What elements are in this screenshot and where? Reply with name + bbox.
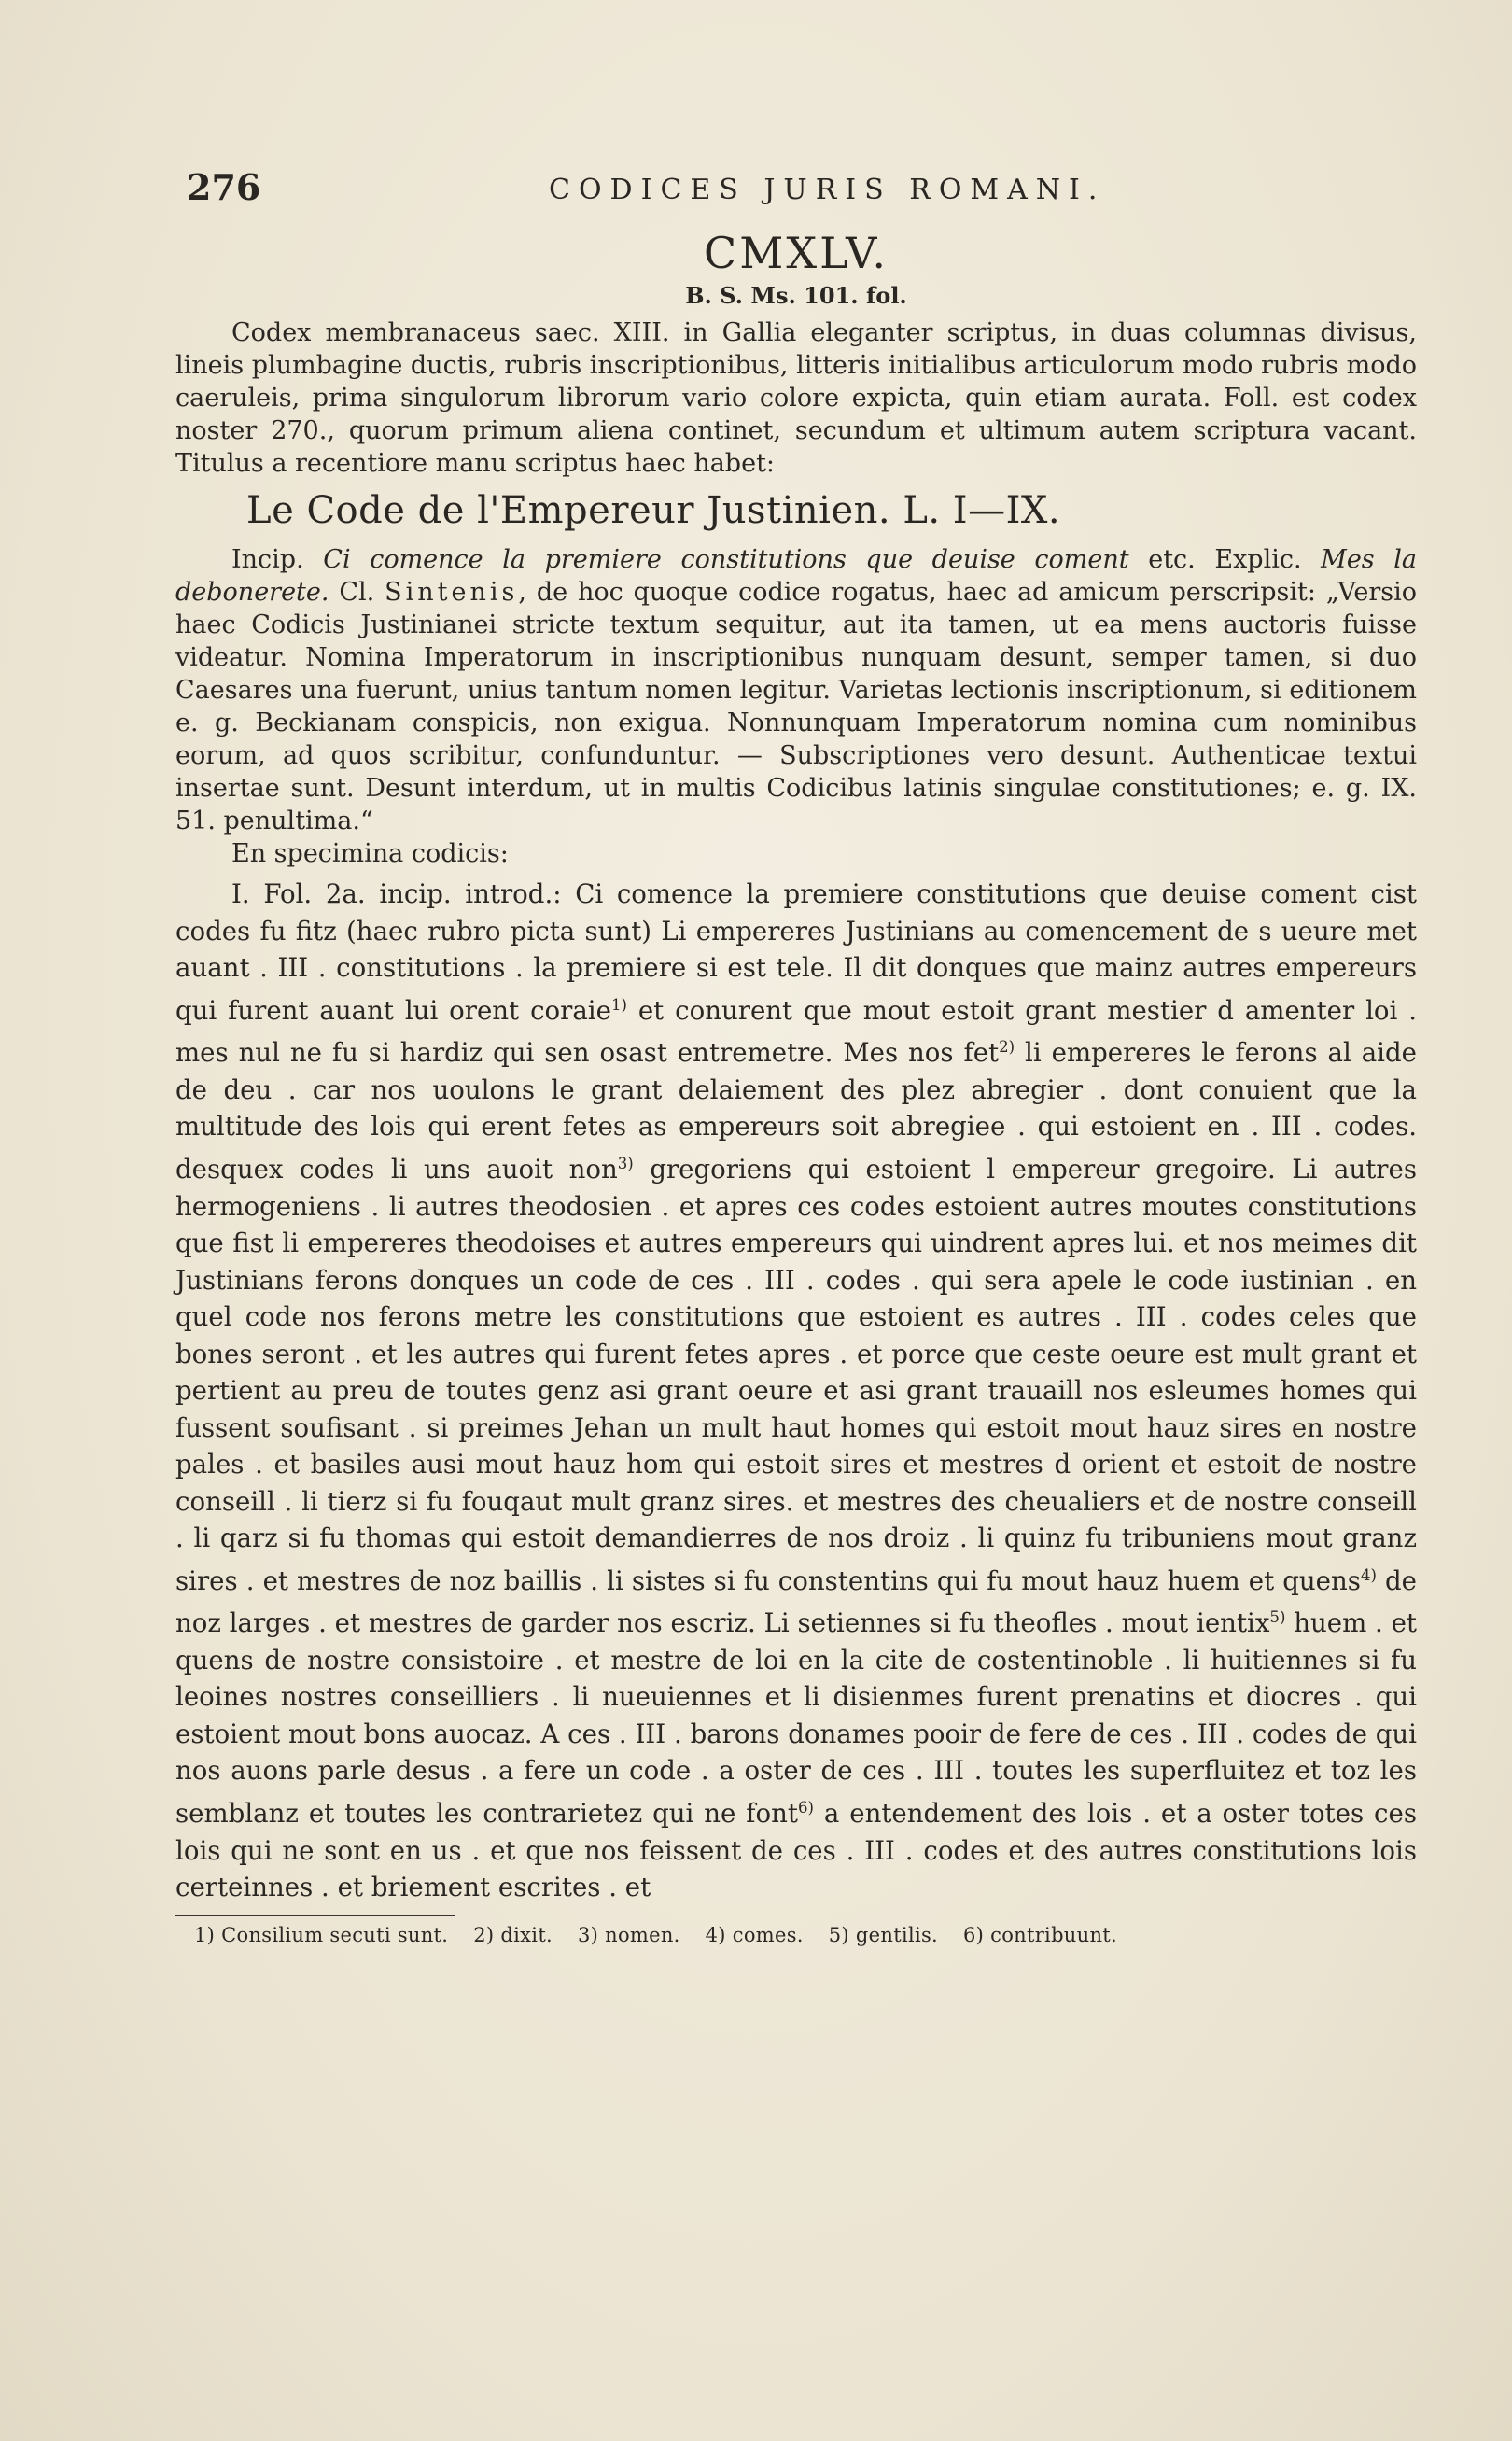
text-block [175,166,1417,1946]
footnote-ref-5: 5) [1269,1608,1286,1627]
specimen-part-a: I. Fol. 2a. incip. introd.: Ci comence la premiere constitutions que deuise coment cist codes fu fitz (haec rubro picta sunt) Li empereres Justinians au comencement de s ueure met auant . III . constitutions . la premiere si est tele. Il dit donques que mainz autres empereurs qui furent auant lui orent coraie [175,878,1417,1026]
specimen-part-c: li empereres le ferons al aide de deu . car nos uoulons le grant delaiement des plez abregier . dont conuient que la multitude des lois qui erent fetes as empereurs soit abregiee . qui estoient en . III . codes. desquex codes li uns auoit non [175,1037,1417,1185]
cl-abbrev: Cl. [329,578,385,607]
incipit-mid: etc. Explic. [1128,545,1302,574]
entry-number: CMXLV. [704,228,889,278]
footnote-ref-4: 4) [1360,1565,1377,1584]
specimen-text [175,876,1417,1906]
footnote-ref-3: 3) [617,1154,634,1172]
scholar-name: Sintenis [385,578,519,607]
footnote-2: 2) dixit. [473,1923,553,1946]
incipit-lead: Incip. [231,545,304,574]
footnote-1: 1) Consilium secuti sunt. [194,1923,449,1946]
incipit-quote: Ci comence la premiere constitutions que deuise coment [323,545,1129,574]
specimen-part-e: de noz larges . et mestres de garder nos escriz. Li setiennes si fu theofles . mout ientix [175,1564,1418,1639]
footnotes [194,1924,1417,1946]
footnote-5: 5) gentilis. [828,1923,939,1946]
footnote-ref-1: 1) [610,995,627,1014]
explicit-quote: Mes la debonerete. [175,545,1417,607]
footnote-ref-2: 2) [999,1038,1015,1057]
page-number: 276 [187,166,261,208]
manuscript-title: Le Code de l'Empereur Justinien. L. I—IX. [246,489,1061,532]
footnote-rule [175,1915,455,1916]
footnote-4: 4) comes. [705,1923,804,1946]
footnote-ref-6: 6) [797,1798,814,1817]
specimen-part-b: et conurent que mout estoit grant mestier d amenter loi . mes nul ne fu si hardiz qui sen osast entremetre. Mes nos fet [175,994,1418,1069]
page-header [175,166,1417,213]
specimen-part-d: gregoriens qui estoient l empereur gregoire. Li autres hermogeniens . li autres theodosien . et apres ces codes estoient autres moutes constitutions que fist li empereres theodoises et autres empereurs qui uindrent apres lui. et nos meimes dit Justinians ferons donques un code de ces . III . codes . qui sera apele le code iustinian . en quel code nos ferons metre les constitutions que estoient es autres . III . codes celes que bones seront . et les autres qui furent fetes apres . et porce que ceste oeure est mult grant et pertient au preu de toutes genz asi grant oeure et asi grant trauaill nos esleumes homes qui fussent soufisant . si preimes Jehan un mult haut homes qui estoit mout hauz sires en nostre pales . et basiles ausi mout hauz hom qui estoit sires et mestres d orient et estoit de nostre conseill . li tierz si fu fouqaut mult granz sires. et mestres des cheualiers et de nostre conseill . li qarz si fu thomas qui estoit demandierres de nos droiz . li quinz fu tribuniens mout granz sires . et mestres de noz baillis . li sistes si fu constentins qui fu mout hauz huem et quens [175,1154,1417,1596]
incipit-paragraph [175,543,1417,837]
footnote-6: 6) contribuunt. [963,1923,1117,1946]
specimens-intro: En specimina codicis: [231,839,509,868]
footnote-3: 3) nomen. [578,1923,680,1946]
codex-description: Codex membranaceus saec. XIII. in Gallia eleganter scriptus, in duas columnas divisus, lineis plumbagine ductis, rubris inscriptionibus, litteris initialibus articulorum modo rubris modo caeruleis, prima singulorum librorum vario colore expicta, quin etiam aurata. Foll. est codex noster 270., quorum primum aliena continet, secundum et ultimum autem scriptura vacant. Titulus a recentiore manu scriptus haec habet: [175,318,1417,478]
running-head: CODICES JURIS ROMANI. [549,174,1106,206]
specimen-part-f: huem . et quens de nostre consistoire . et mestre de loi en la cite de costentinoble . li huitiennes si fu leoines nostres conseilliers . li nueuiennes et li disienmes furent prenatins et diocres . qui estoient mout bons auocaz. A ces . III . barons donames pooir de fere de ces . III . codes de qui nos auons parle desus . a fere un code . a oster de ces . III . toutes les superfluitez et toz les semblanz et toutes les contrarietez qui ne font [175,1607,1417,1830]
sintenis-quote: , de hoc quoque codice rogatus, haec ad amicum perscripsit: „Versio haec Codicis Justinianei stricte textum sequitur, aut ita tamen, ut ea mens auctoris fuisse videatur. Nomina Imperatorum in inscriptionibus nunquam desunt, semper tamen, si duo Caesares una fuerunt, unius tantum nomen legitur. Varietas lectionis inscriptionum, si editionem e. g. Beckianam conspicis, non exigua. Nonnunquam Imperatorum nomina cum nominibus eorum, ad quos scribitur, confunduntur. — Subscriptiones vero desunt. Authenticae textui insertae sunt. Desunt interdum, ut in multis Codicibus latinis singulae constitutiones; e. g. IX. 51. penultima.“ [175,578,1418,835]
shelfmark: B. S. Ms. 101. fol. [685,282,907,309]
specimen-part-g: a entendement des lois . et a oster totes ces lois qui ne sont en us . et que nos feissent de ces . III . codes et des autres constitutions lois certeinnes . et briement escrites . et [175,1798,1417,1903]
